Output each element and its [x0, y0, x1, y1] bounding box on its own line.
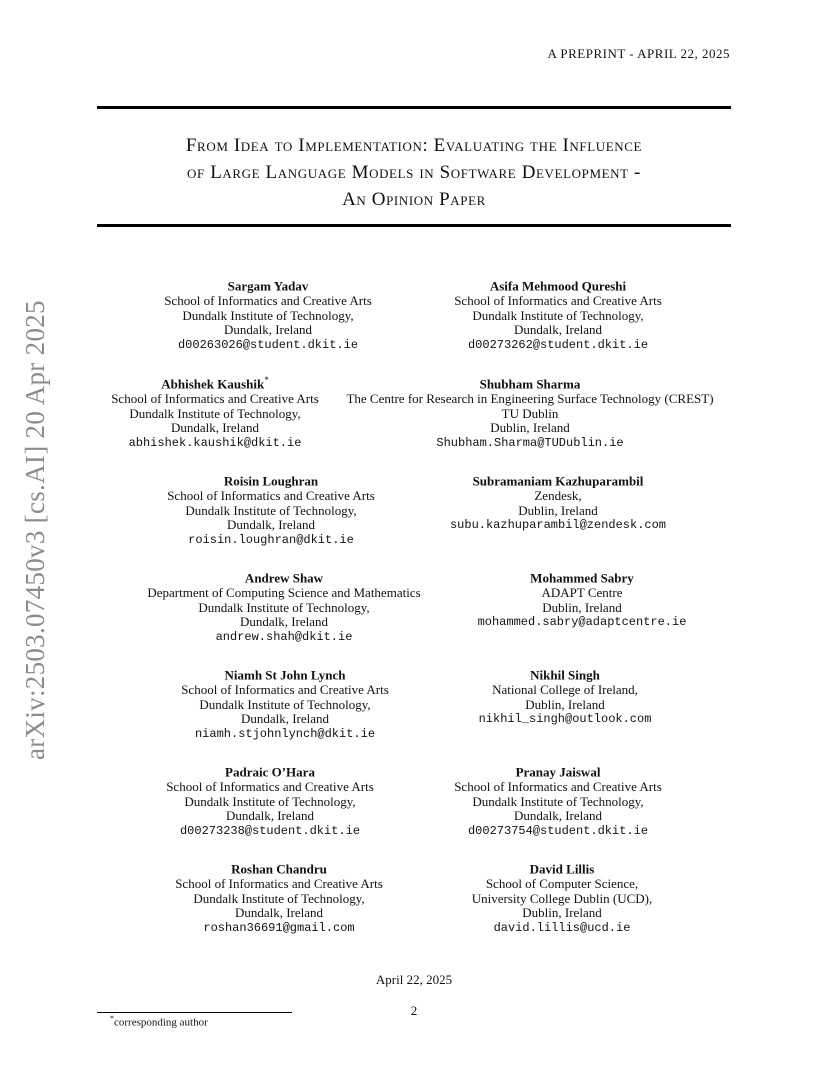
- author-affiliation: Dundalk Institute of Technology,: [472, 307, 644, 323]
- author-name: Sargam Yadav: [227, 278, 309, 294]
- author-affiliation: University College Dublin (UCD),: [471, 890, 653, 906]
- author-affiliation: Dundalk Institute of Technology,: [185, 502, 357, 518]
- author-affiliation: Zendesk,: [534, 488, 582, 504]
- author-block: [479, 664, 652, 727]
- paper-date: April 22, 2025: [375, 972, 453, 987]
- running-header: A PREPRINT - APRIL 22, 2025: [547, 46, 730, 61]
- author-block: [472, 858, 653, 936]
- author-email[interactable]: david.lillis@ucd.ie: [493, 921, 631, 936]
- author-affiliation: The Centre for Research in Engineering Surface Technology (CREST): [346, 391, 714, 407]
- footnote: [110, 1014, 208, 1029]
- title-rule-bottom: [97, 224, 731, 227]
- author-block: [478, 567, 687, 630]
- author-email[interactable]: d00273238@student.dkit.ie: [179, 824, 361, 839]
- footnote-rule: [97, 1012, 292, 1013]
- author-block: [175, 858, 383, 936]
- title-line-1: From Idea to Implementation: Evaluating the Influence: [185, 135, 643, 156]
- author-block: [164, 275, 372, 353]
- author-affiliation: School of Informatics and Creative Arts: [164, 293, 372, 309]
- author-email[interactable]: Shubham.Sharma@TUDublin.ie: [436, 436, 624, 451]
- author-affiliation: Dundalk, Ireland: [226, 517, 316, 533]
- author-affiliation: School of Computer Science,: [485, 876, 639, 892]
- author-email[interactable]: andrew.shah@dkit.ie: [215, 630, 353, 645]
- author-affiliation: Dundalk Institute of Technology,: [129, 405, 301, 421]
- author-affiliation: Dundalk Institute of Technology,: [472, 793, 644, 809]
- author-affiliation: School of Informatics and Creative Arts: [166, 779, 374, 795]
- author-email[interactable]: d00273262@student.dkit.ie: [467, 338, 649, 353]
- author-name: David Lillis: [529, 861, 595, 877]
- author-block: [166, 761, 374, 839]
- corresponding-mark[interactable]: *: [264, 375, 269, 385]
- author-affiliation: Dublin, Ireland: [542, 599, 622, 615]
- paper-title: [97, 132, 731, 213]
- author-affiliation: School of Informatics and Creative Arts: [175, 876, 383, 892]
- author-email[interactable]: roshan36691@gmail.com: [203, 921, 355, 936]
- author-email[interactable]: nikhil_singh@outlook.com: [478, 712, 652, 727]
- author-affiliation: National College of Ireland,: [492, 682, 638, 698]
- author-affiliation: School of Informatics and Creative Arts: [167, 488, 375, 504]
- author-affiliation: Dundalk, Ireland: [240, 711, 330, 727]
- author-block: [147, 567, 420, 645]
- arxiv-identifier[interactable]: arXiv:2503.07450v3 [cs.AI] 20 Apr 2025: [20, 300, 50, 760]
- author-name: Shubham Sharma: [479, 376, 581, 392]
- author-name: Roshan Chandru: [231, 861, 327, 877]
- author-affiliation: Department of Computing Science and Mathematics: [147, 585, 421, 601]
- author-name: Roisin Loughran: [223, 473, 319, 489]
- author-affiliation: Dundalk Institute of Technology,: [184, 793, 356, 809]
- author-affiliation: Dundalk, Ireland: [513, 322, 603, 338]
- author-affiliation: Dublin, Ireland: [525, 696, 605, 712]
- author-affiliation: Dublin, Ireland: [522, 905, 602, 921]
- author-affiliation: Dundalk, Ireland: [170, 420, 260, 436]
- title-line-3: An Opinion Paper: [342, 189, 486, 210]
- author-name: Padraic O’Hara: [225, 764, 315, 780]
- title-line-2: of Large Language Models in Software Development -: [187, 162, 641, 183]
- author-block: [346, 373, 713, 451]
- author-name: Abhishek Kaushik*: [161, 375, 269, 392]
- author-name: Subramaniam Kazhuparambil: [472, 473, 644, 489]
- author-block: [111, 373, 319, 451]
- author-name: Andrew Shaw: [244, 570, 324, 586]
- author-name: Niamh St John Lynch: [224, 667, 346, 683]
- author-email[interactable]: d00273754@student.dkit.ie: [467, 824, 649, 839]
- author-affiliation: Dundalk Institute of Technology,: [193, 890, 365, 906]
- author-block: [181, 664, 389, 742]
- author-email[interactable]: niamh.stjohnlynch@dkit.ie: [194, 727, 376, 742]
- author-affiliation: School of Informatics and Creative Arts: [454, 779, 662, 795]
- author-affiliation: School of Informatics and Creative Arts: [454, 293, 662, 309]
- author-name: Asifa Mehmood Qureshi: [489, 278, 627, 294]
- author-name: Mohammed Sabry: [530, 570, 634, 586]
- author-affiliation: Dublin, Ireland: [518, 502, 598, 518]
- author-affiliation: Dundalk Institute of Technology,: [198, 599, 370, 615]
- author-affiliation: Dundalk, Ireland: [513, 808, 603, 824]
- author-block: [454, 761, 662, 839]
- author-name: Nikhil Singh: [530, 667, 600, 683]
- author-affiliation: Dundalk, Ireland: [225, 808, 315, 824]
- author-affiliation: Dundalk Institute of Technology,: [199, 696, 371, 712]
- author-block: [167, 470, 375, 548]
- author-email[interactable]: roisin.loughran@dkit.ie: [188, 533, 354, 548]
- author-affiliation: Dundalk, Ireland: [223, 322, 313, 338]
- author-affiliation: Dublin, Ireland: [490, 420, 570, 436]
- author-affiliation: Dundalk, Ireland: [239, 614, 329, 630]
- author-affiliation: ADAPT Centre: [541, 585, 623, 601]
- author-affiliation: School of Informatics and Creative Arts: [181, 682, 389, 698]
- author-affiliation: Dundalk, Ireland: [234, 905, 324, 921]
- author-email[interactable]: d00263026@student.dkit.ie: [177, 338, 359, 353]
- author-email[interactable]: abhishek.kaushik@dkit.ie: [128, 436, 302, 451]
- author-email[interactable]: mohammed.sabry@adaptcentre.ie: [477, 615, 687, 630]
- author-block: [454, 275, 662, 353]
- footnote-text: corresponding author: [114, 1016, 208, 1029]
- author-email[interactable]: subu.kazhuparambil@zendesk.com: [449, 518, 667, 533]
- author-affiliation: School of Informatics and Creative Arts: [111, 391, 319, 407]
- page-number: 2: [410, 1003, 418, 1018]
- author-affiliation: Dundalk Institute of Technology,: [182, 307, 354, 323]
- title-rule-top: [97, 106, 731, 109]
- author-affiliation: TU Dublin: [501, 405, 559, 421]
- author-name: Pranay Jaiswal: [515, 764, 601, 780]
- author-block: [450, 470, 666, 533]
- footnote-mark: *: [110, 1014, 114, 1023]
